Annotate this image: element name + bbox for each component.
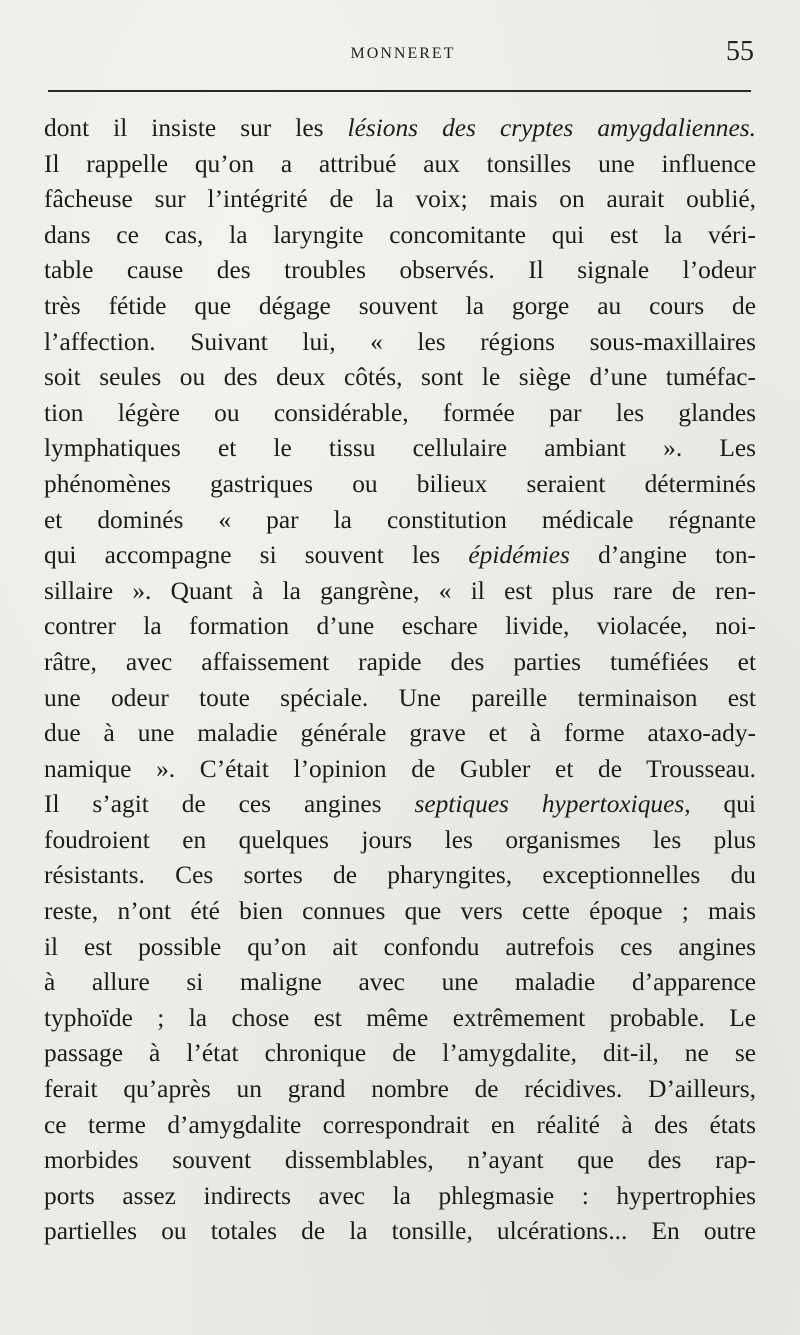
running-title: MONNERET [350,45,456,62]
text-line: due à une maladie générale grave et à forme ataxo-ady- [44,719,756,748]
text-line: foudroient en quelques jours les organismes les plus [44,825,756,854]
text-line: râtre, avec affaissement rapide des parties tuméfiées et [44,647,756,676]
text-line: l’affection. Suivant lui, « les régions sous-maxillaires [44,327,756,356]
text-line: Il rappelle qu’on a attribué aux tonsilles une influence [44,149,756,178]
text-line: sillaire ». Quant à la gangrène, « il est plus rare de ren- [44,576,756,605]
text-line: dont il insiste sur les lésions des cryptes amygdaliennes. [44,114,756,142]
header-rule [48,90,751,92]
text-line: ports assez indirects avec la phlegmasie : hypertrophies [44,1181,756,1210]
text-line: à allure si maligne avec une maladie d’apparence [44,968,756,997]
text-line: tion légère ou considérable, formée par les glandes [44,398,756,427]
text-line: reste, n’ont été bien connues que vers cette époque ; mais [44,897,756,926]
text-line: dans ce cas, la laryngite concomitante qui est la véri- [44,220,756,249]
text-line: ferait qu’après un grand nombre de récidives. D’ailleurs, [44,1075,756,1104]
text-line: soit seules ou des deux côtés, sont le siège d’une tuméfac- [44,363,756,392]
text-line: lymphatiques et le tissu cellulaire ambiant ». Les [44,434,756,463]
text-line: table cause des troubles observés. Il signale l’odeur [44,256,756,285]
text-line: fâcheuse sur l’intégrité de la voix; mais on aurait oublié, [44,185,756,214]
text-line: partielles ou totales de la tonsille, ulcérations... En outre [44,1217,756,1246]
text-line: qui accompagne si souvent les épidémies d’angine ton- [44,541,756,570]
body-text [44,111,756,1250]
text-line: il est possible qu’on ait confondu autrefois ces angines [44,932,756,961]
text-line: typhoïde ; la chose est même extrêmement probable. Le [44,1003,756,1032]
text-line: phénomènes gastriques ou bilieux seraient déterminés [44,469,756,498]
text-line: Il s’agit de ces angines septiques hypertoxiques, qui [44,790,756,819]
text-line: très fétide que dégage souvent la gorge au cours de [44,291,756,320]
text-line: morbides souvent dissemblables, n’ayant que des rap- [44,1146,756,1175]
text-line: résistants. Ces sortes de pharyngites, exceptionnelles du [44,861,756,890]
running-head [48,36,758,76]
text-line: namique ». C’était l’opinion de Gubler et de Trousseau. [44,754,756,783]
text-line: contrer la formation d’une eschare livide, violacée, noi- [44,612,756,641]
text-line: et dominés « par la constitution médicale régnante [44,505,756,534]
text-line: ce terme d’amygdalite correspondrait en réalité à des états [44,1110,756,1139]
text-line: une odeur toute spéciale. Une pareille terminaison est [44,683,756,712]
page-number: 55 [726,36,754,67]
text-line: passage à l’état chronique de l’amygdalite, dit-il, ne se [44,1039,756,1068]
